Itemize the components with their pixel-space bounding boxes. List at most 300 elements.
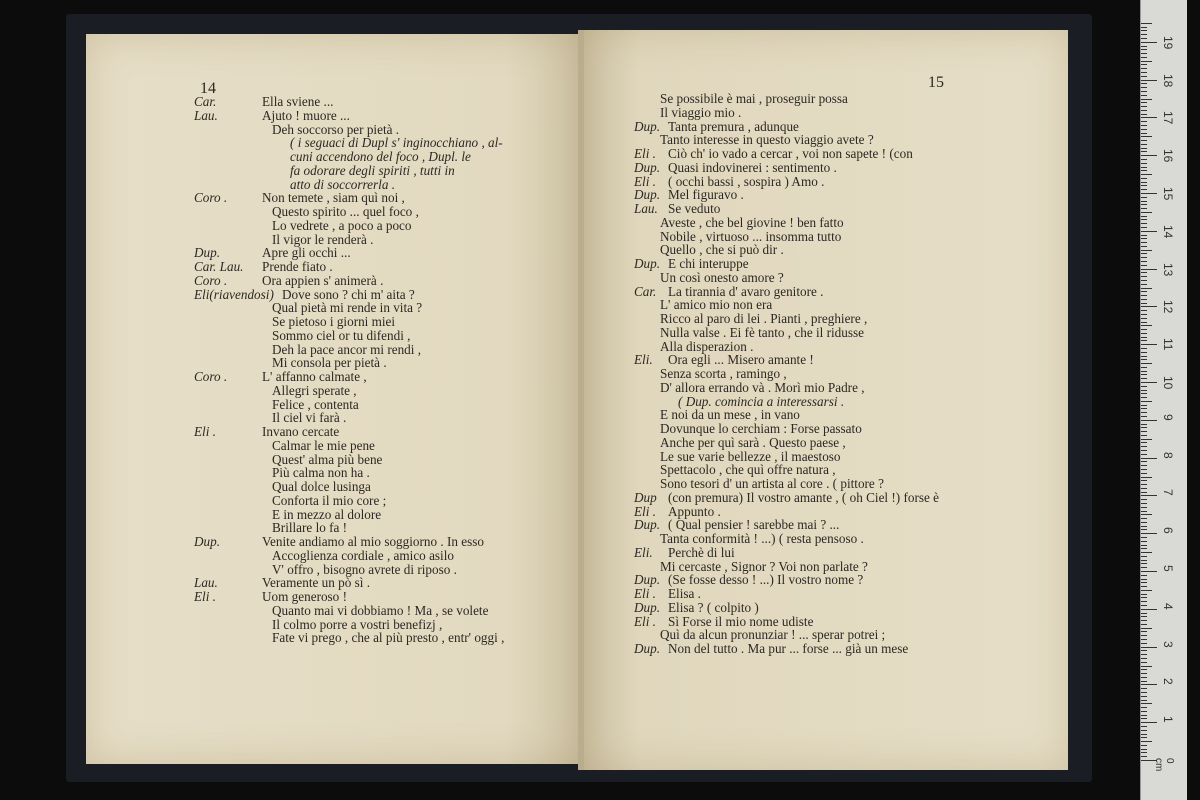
stage-direction: cuni accendono del foco , Dupl. le [290, 149, 471, 164]
ruler-number: 14 [1161, 224, 1175, 239]
ruler-tick [1141, 291, 1147, 292]
ruler-tick [1141, 42, 1157, 43]
verse-line: E noi da un mese , in vano [660, 407, 800, 423]
verse-line: Ciò ch' io vado a cercar , voi non sapete ! (con [668, 146, 913, 161]
ruler-tick [1141, 76, 1147, 77]
verse-line: Aveste , che bel giovine ! ben fatto [660, 214, 844, 230]
verse-line: Venite andiamo al mio soggiorno . In esso [262, 534, 484, 549]
ruler-tick [1141, 446, 1147, 447]
ruler-number: 16 [1161, 149, 1175, 163]
ruler-tick [1141, 609, 1157, 610]
ruler-number: 19 [1161, 35, 1175, 50]
ruler-tick [1141, 219, 1147, 220]
ruler-tick [1141, 163, 1147, 164]
verse-line: Spettacolo , che quì offre natura , [660, 462, 836, 478]
verse-line: Fate vi prego , che al più presto , entr' oggi , [272, 630, 505, 646]
ruler-tick [1141, 537, 1147, 538]
verse-line: (Se fosse desso ! ...) Il vostro nome ? [668, 572, 864, 588]
ruler-tick [1141, 178, 1147, 179]
ruler-tick [1141, 340, 1147, 341]
ruler-number: 12 [1161, 300, 1175, 314]
ruler-tick [1141, 378, 1147, 379]
verse-line: Più calma non ha . [272, 465, 370, 481]
ruler-tick [1141, 106, 1147, 107]
speaker-label: Eli . [634, 173, 656, 189]
ruler-tick [1141, 231, 1157, 232]
verse-line: ( Qual pensier ! sarebbe mai ? ... [668, 517, 840, 533]
ruler-number: 3 [1161, 640, 1175, 648]
ruler-number: 6 [1161, 527, 1175, 534]
ruler-tick [1141, 507, 1147, 508]
stage-direction: atto di soccorrerla . [290, 176, 396, 192]
speaker-label: Dup. [634, 118, 661, 134]
verse-line: ( occhi bassi , sospira ) Amo . [668, 173, 825, 189]
ruler-tick [1141, 117, 1157, 118]
ruler-tick [1141, 227, 1147, 228]
ruler-tick [1141, 216, 1147, 217]
verse-line: Apre gli occhi ... [262, 245, 351, 261]
verse-line: Le sue varie bellezze , il maestoso [660, 448, 841, 464]
verse-line: Il ciel vi farà . [272, 410, 347, 426]
ruler-tick [1141, 594, 1147, 595]
speaker-label: Car. [634, 283, 657, 299]
ruler-tick [1141, 401, 1152, 402]
ruler-tick [1141, 435, 1147, 436]
ruler-tick [1141, 136, 1152, 137]
ruler-tick [1141, 424, 1147, 425]
ruler-tick [1141, 408, 1147, 409]
ruler-tick [1141, 749, 1147, 750]
verse-line: Mi consola per pietà . [272, 355, 387, 371]
ruler-tick [1141, 382, 1157, 383]
ruler-tick [1141, 133, 1147, 134]
ruler-tick [1141, 272, 1147, 273]
ruler-tick [1141, 511, 1147, 512]
verse-line: L' amico mio non era [660, 297, 773, 313]
ruler-tick [1141, 469, 1147, 470]
verse-line: Calmar le mie pene [272, 437, 375, 453]
ruler-tick [1141, 197, 1147, 198]
ruler-tick [1141, 677, 1147, 678]
speaker-label: Lau. [194, 575, 218, 591]
ruler-tick [1141, 692, 1147, 693]
verse-line: Se pietoso i giorni miei [272, 314, 396, 329]
ruler-number: 9 [1161, 413, 1175, 421]
ruler-tick [1141, 560, 1147, 561]
speaker-label: Eli . [634, 146, 656, 161]
verse-line: Sì Forse il mio nome udiste [668, 613, 814, 629]
ruler-tick [1141, 148, 1147, 149]
ruler-tick [1141, 666, 1152, 667]
ruler-tick [1141, 548, 1147, 549]
speaker-label: Eli . [634, 586, 656, 601]
ruler-tick [1141, 571, 1157, 572]
verse-line: Ricco al paro di lei . Pianti , preghiere , [660, 311, 868, 326]
verse-line: V' offro , bisogno avrete di riposo . [272, 561, 457, 577]
ruler-tick [1141, 586, 1147, 587]
ruler-tick [1141, 715, 1147, 716]
ruler-tick [1141, 711, 1147, 712]
ruler-tick [1141, 700, 1147, 701]
ruler-tick [1141, 450, 1147, 451]
ruler-tick [1141, 257, 1147, 258]
ruler-tick [1141, 488, 1147, 489]
ruler-tick [1141, 643, 1147, 644]
ruler-tick [1141, 473, 1147, 474]
verse-line: Se veduto [668, 201, 721, 216]
ruler-tick [1141, 49, 1147, 50]
ruler-tick [1141, 288, 1152, 289]
ruler-number: 18 [1161, 73, 1175, 87]
ruler-tick [1141, 295, 1147, 296]
verse-line: Non del tutto . Ma pur ... forse ... già un mese [668, 641, 909, 656]
verse-line: Deh soccorso per pietà . [272, 121, 400, 137]
ruler-tick [1141, 167, 1147, 168]
stage-direction: fa odorare degli spiriti , tutti in [290, 162, 455, 178]
ruler-tick [1141, 628, 1152, 629]
ruler-tick [1141, 605, 1147, 606]
ruler-tick [1141, 427, 1147, 428]
speaker-label: Eli. [634, 544, 653, 560]
ruler-tick [1141, 420, 1157, 421]
ruler-tick [1141, 726, 1147, 727]
ruler-tick [1141, 306, 1157, 307]
verse-line: La tirannia d' avaro genitore . [668, 283, 824, 299]
ruler-tick [1141, 431, 1147, 432]
ruler-tick [1141, 189, 1147, 190]
verse-line: Qual pietà mi rende in vita ? [272, 300, 423, 316]
ruler-tick [1141, 518, 1147, 519]
ruler-tick [1141, 461, 1147, 462]
ruler-tick [1141, 99, 1152, 100]
speaker-label: Dup. [634, 517, 661, 533]
verse-line: Appunto . [668, 503, 721, 519]
ruler-tick [1141, 114, 1147, 115]
ruler-tick [1141, 477, 1152, 478]
ruler-tick [1141, 696, 1147, 697]
ruler-tick [1141, 442, 1147, 443]
ruler-tick [1141, 371, 1147, 372]
ruler-tick [1141, 27, 1147, 28]
ruler-tick [1141, 250, 1152, 251]
ruler-tick [1141, 201, 1147, 202]
verse-line: Tanta premura , adunque [668, 118, 799, 134]
speaker-label: Lau. [194, 107, 218, 123]
ruler-number: 13 [1161, 262, 1175, 276]
ruler-tick [1141, 208, 1147, 209]
verse-line: Quest' alma più bene [272, 451, 383, 467]
ruler-tick [1141, 367, 1147, 368]
ruler-tick [1141, 253, 1147, 254]
measuring-ruler [1140, 0, 1187, 800]
verse-line: Il colmo porre a vostri benefizj , [272, 616, 443, 632]
ruler-tick [1141, 662, 1147, 663]
ruler-tick [1141, 356, 1147, 357]
verse-line: Deh la pace ancor mi rendi , [272, 341, 422, 357]
ruler-tick [1141, 57, 1147, 58]
verse-line: Elisa . [668, 586, 701, 601]
ruler-tick [1141, 526, 1147, 527]
ruler-tick [1141, 522, 1147, 523]
ruler-tick [1141, 333, 1147, 334]
ruler-tick [1141, 352, 1147, 353]
ruler-number: 2 [1161, 678, 1175, 686]
ruler-tick [1141, 684, 1157, 685]
ruler-tick [1141, 72, 1147, 73]
verse-line: Brillare lo fa ! [272, 520, 348, 536]
ruler-tick [1141, 579, 1147, 580]
verse-line: Quello , che si può dir . [660, 242, 784, 258]
verse-line: Tanta conformità ! ...) ( resta pensoso . [660, 531, 864, 546]
speaker-label: Dup. [634, 256, 661, 271]
ruler-tick [1141, 276, 1147, 277]
verse-line: Alla disperazion . [660, 338, 754, 354]
ruler-tick [1141, 170, 1147, 171]
speaker-label: Eli . [194, 589, 216, 604]
verse-line: Non temete , siam quì noi , [262, 190, 405, 206]
ruler-tick [1141, 223, 1147, 224]
ruler-tick [1141, 212, 1152, 213]
ruler-tick [1141, 87, 1147, 88]
verse-line: Quasi indovinerei : sentimento . [668, 159, 837, 175]
ruler-number: 5 [1161, 565, 1175, 572]
ruler-tick [1141, 575, 1147, 576]
verse-line: E chi interuppe [668, 256, 749, 271]
ruler-tick [1141, 722, 1157, 723]
verse-line: Quanto mai vi dobbiamo ! Ma , se volete [272, 602, 489, 618]
ruler-tick [1141, 314, 1147, 315]
ruler-tick [1141, 397, 1147, 398]
ruler-tick [1141, 242, 1147, 243]
ruler-tick [1141, 91, 1147, 92]
book-gutter [578, 30, 584, 770]
ruler-tick [1141, 647, 1157, 648]
ruler-tick [1141, 669, 1147, 670]
ruler-number: 17 [1161, 111, 1175, 125]
speaker-label: Dup. [194, 245, 221, 261]
verse-line: (con premura) Il vostro amante , ( oh Ciel !) forse è [668, 489, 939, 505]
speaker-label: Dup. [634, 599, 661, 615]
ruler-tick [1141, 567, 1147, 568]
verse-line: Nobile , virtuoso ... insomma tutto [660, 228, 842, 244]
ruler-tick [1141, 359, 1147, 360]
ruler-tick [1141, 439, 1152, 440]
ruler-tick [1141, 601, 1147, 602]
ruler-tick [1141, 503, 1147, 504]
ruler-tick [1141, 718, 1147, 719]
ruler-tick [1141, 318, 1147, 319]
ruler-tick [1141, 563, 1147, 564]
ruler-tick [1141, 261, 1147, 262]
left-page-number: 14 [200, 80, 216, 97]
ruler-tick [1141, 182, 1147, 183]
ruler-tick [1141, 337, 1147, 338]
ruler-tick [1141, 745, 1147, 746]
ruler-tick [1141, 46, 1147, 47]
ruler-number: 15 [1161, 187, 1175, 201]
speaker-label: Eli(riavendosi) [194, 286, 274, 302]
ruler-number: 7 [1161, 489, 1175, 497]
verse-line: Perchè di lui [668, 544, 735, 560]
verse-line: Il vigor le renderà . [272, 231, 374, 247]
ruler-tick [1141, 303, 1147, 304]
verse-line: E in mezzo al dolore [272, 506, 382, 522]
verse-line: Tanto interesse in questo viaggio avete ? [660, 132, 874, 148]
ruler-number: 1 [1161, 716, 1175, 723]
ruler-tick [1141, 280, 1147, 281]
verse-line: Allegri sperate , [272, 382, 357, 398]
ruler-tick [1141, 363, 1152, 364]
ruler-tick [1141, 499, 1147, 500]
verse-line: Conforta il mio core ; [272, 492, 387, 508]
ruler-tick [1141, 556, 1147, 557]
ruler-tick [1141, 737, 1147, 738]
ruler-tick [1141, 80, 1157, 81]
verse-line: Anche per quì sarà . Questo paese , [660, 434, 846, 450]
ruler-tick [1141, 390, 1147, 391]
verse-line: Ajuto ! muore ... [262, 107, 350, 123]
ruler-number: 8 [1161, 451, 1175, 459]
ruler-tick [1141, 545, 1147, 546]
speaker-label: Dup [634, 489, 657, 505]
ruler-tick [1141, 265, 1147, 266]
ruler-tick [1141, 95, 1147, 96]
verse-line: Veramente un pò sì . [262, 575, 371, 591]
ruler-tick [1141, 185, 1147, 186]
ruler-tick [1141, 125, 1147, 126]
ruler-tick [1141, 590, 1152, 591]
ruler-tick [1141, 552, 1152, 553]
verse-line: Mel figuravo . [668, 187, 744, 203]
ruler-tick [1141, 61, 1152, 62]
ruler-tick [1141, 23, 1152, 24]
speaker-label: Eli . [194, 424, 216, 439]
ruler-tick [1141, 284, 1147, 285]
ruler-tick [1141, 756, 1147, 757]
speaker-label: Dup. [634, 187, 661, 203]
verse-line: D' allora errando và . Morì mio Padre , [660, 379, 865, 395]
speaker-label: Dup. [194, 534, 221, 549]
verse-line: Elisa ? ( colpito ) [668, 599, 759, 615]
ruler-tick [1141, 83, 1147, 84]
verse-line: L' affanno calmate , [262, 369, 367, 384]
ruler-tick [1141, 658, 1147, 659]
ruler-tick [1141, 102, 1147, 103]
ruler-tick [1141, 144, 1147, 145]
verse-line: Questo spirito ... quel foco , [272, 204, 419, 219]
ruler-tick [1141, 386, 1147, 387]
speaker-label: Dup. [634, 572, 661, 588]
ruler-tick [1141, 492, 1147, 493]
speaker-label: Car. Lau. [194, 259, 244, 274]
verse-line: Felice , contenta [272, 396, 359, 412]
ruler-tick [1141, 235, 1147, 236]
verse-line: Nulla valse . Ei fè tanto , che il ridusse [660, 324, 864, 340]
ruler-tick [1141, 465, 1147, 466]
ruler-tick [1141, 620, 1147, 621]
ruler-tick [1141, 238, 1147, 239]
verse-line: Sommo ciel or tu difendi , [272, 327, 411, 343]
speaker-label: Dup. [634, 159, 661, 175]
ruler-tick [1141, 673, 1147, 674]
ruler-tick [1141, 541, 1147, 542]
ruler-tick [1141, 174, 1152, 175]
ruler-tick [1141, 393, 1147, 394]
ruler-tick [1141, 631, 1147, 632]
ruler-tick [1141, 269, 1157, 270]
verse-line: Ora appien s' animerà . [262, 272, 384, 288]
ruler-tick [1141, 34, 1147, 35]
speaker-label: Coro . [194, 190, 228, 206]
ruler-tick [1141, 752, 1147, 753]
verse-line: Dove sono ? chi m' aita ? [282, 286, 415, 302]
ruler-tick [1141, 348, 1147, 349]
ruler-tick [1141, 707, 1147, 708]
ruler-tick [1141, 650, 1147, 651]
ruler-tick [1141, 533, 1157, 534]
ruler-tick [1141, 246, 1147, 247]
verse-line: Ella sviene ... [262, 94, 334, 109]
ruler-tick [1141, 412, 1147, 413]
ruler-tick [1141, 322, 1147, 323]
ruler-tick [1141, 703, 1152, 704]
speaker-label: Coro . [194, 369, 228, 384]
ruler-tick [1141, 30, 1147, 31]
ruler-tick [1141, 374, 1147, 375]
verse-line: Invano cercate [262, 424, 340, 439]
right-page-number: 15 [928, 74, 944, 91]
ruler-tick [1141, 193, 1157, 194]
verse-line: Ora egli ... Misero amante ! [668, 352, 814, 368]
ruler-tick [1141, 616, 1147, 617]
verse-line: Mi cercaste , Signor ? Voi non parlate ? [660, 558, 868, 574]
speaker-label: Eli . [634, 503, 656, 519]
speaker-label: Lau. [634, 201, 658, 216]
ruler-tick [1141, 159, 1147, 160]
verse-line: Un così onesto amore ? [660, 269, 784, 285]
ruler-tick [1141, 38, 1147, 39]
verse-line: Se possibile è mai , proseguir possa [660, 91, 848, 106]
ruler-tick [1141, 121, 1147, 122]
verse-line: Dovunque lo cerchiam : Forse passato [660, 421, 862, 436]
ruler-tick [1141, 734, 1147, 735]
ruler-tick [1141, 529, 1147, 530]
ruler-tick [1141, 582, 1147, 583]
ruler-tick [1141, 484, 1147, 485]
ruler-tick [1141, 495, 1157, 496]
ruler-tick [1141, 344, 1157, 345]
ruler-tick [1141, 730, 1147, 731]
ruler-number: 4 [1161, 602, 1175, 610]
speaker-label: Dup. [634, 641, 661, 656]
ruler-tick [1141, 639, 1147, 640]
ruler-tick [1141, 64, 1147, 65]
verse-line: Accoglienza cordiale , amico asilo [272, 547, 454, 563]
stage-direction: ( Dup. comincia a interessarsi . [678, 393, 845, 409]
ruler-tick [1141, 635, 1147, 636]
verse-line: Senza scorta , ramingo , [660, 366, 787, 381]
ruler-tick [1141, 155, 1157, 156]
ruler-number: 10 [1161, 376, 1175, 390]
ruler-tick [1141, 68, 1147, 69]
ruler-tick [1141, 53, 1147, 54]
ruler-tick [1141, 405, 1147, 406]
ruler-tick [1141, 454, 1147, 455]
ruler-tick [1141, 613, 1147, 614]
ruler-tick [1141, 110, 1147, 111]
verse-line: Prende fiato . [262, 259, 333, 274]
verse-line: Il viaggio mio . [660, 104, 742, 120]
